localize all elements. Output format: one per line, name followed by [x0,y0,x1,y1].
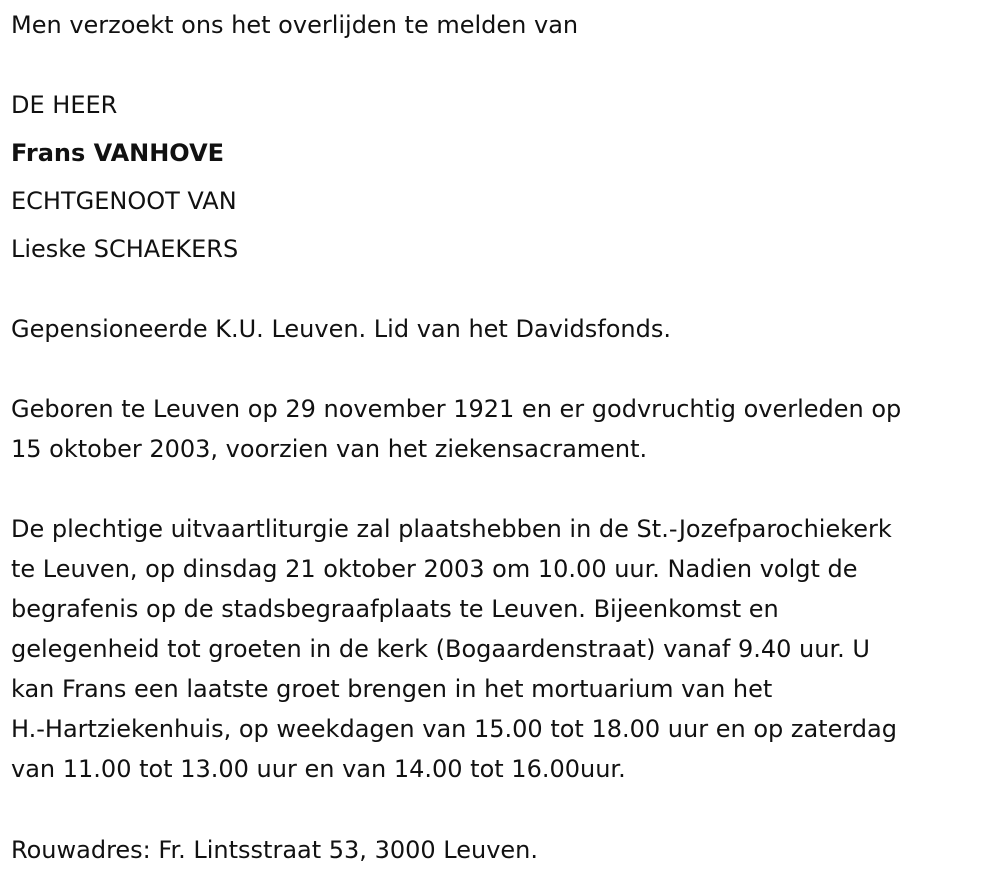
birth-death-line: 15 oktober 2003, voorzien van het ziekensacrament. [11,435,648,463]
funeral-line: gelegenheid tot groeten in de kerk (Bogaardenstraat) vanaf 9.40 uur. U [11,635,870,663]
intro-text: Men verzoekt ons het overlijden te melden van [11,11,579,39]
birth-death-line: Geboren te Leuven op 29 november 1921 en er godvruchtig overleden op [11,395,902,423]
salutation: DE HEER [11,91,118,119]
relation-label: ECHTGENOOT VAN [11,187,237,215]
funeral-line: van 11.00 tot 13.00 uur en van 14.00 tot 16.00uur. [11,755,626,783]
funeral-line: H.-Hartziekenhuis, op weekdagen van 15.00 tot 18.00 uur en op zaterdag [11,715,897,743]
mourning-address: Rouwadres: Fr. Lintsstraat 53, 3000 Leuven. [11,836,539,864]
funeral-line: te Leuven, op dinsdag 21 oktober 2003 om 10.00 uur. Nadien volgt de [11,555,858,583]
spouse-name: Lieske SCHAEKERS [11,235,239,263]
deceased-name: Frans VANHOVE [11,139,225,167]
affiliation-text: Gepensioneerde K.U. Leuven. Lid van het Davidsfonds. [11,315,671,343]
funeral-line: kan Frans een laatste groet brengen in het mortuarium van het [11,675,773,703]
funeral-line: De plechtige uitvaartliturgie zal plaatshebben in de St.-Jozefparochiekerk [11,515,892,543]
funeral-line: begrafenis op de stadsbegraafplaats te Leuven. Bijeenkomst en [11,595,779,623]
